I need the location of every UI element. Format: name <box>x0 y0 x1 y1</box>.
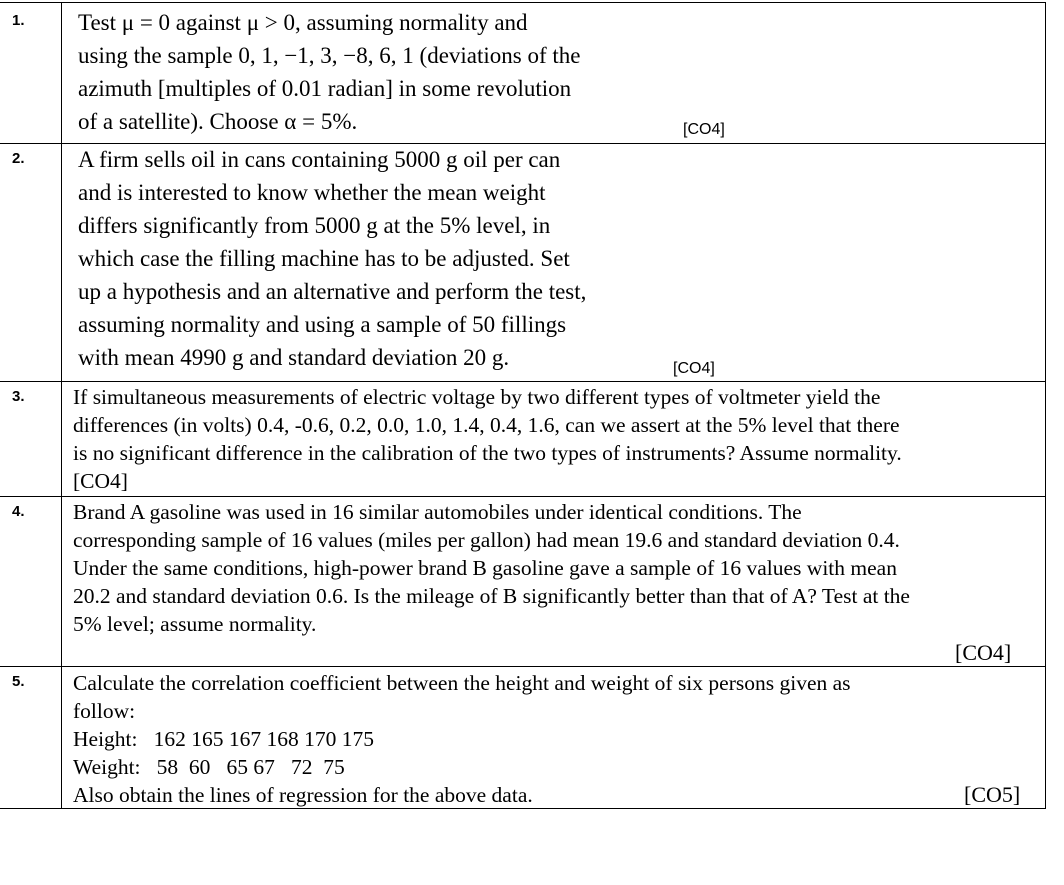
question-3-text <box>73 383 902 495</box>
question-line: is no significant difference in the calibration of the two types of instruments? Assume normality. <box>73 441 902 465</box>
question-line: with mean 4990 g and standard deviation 20 g. <box>78 345 510 370</box>
question-line: Brand A gasoline was used in 16 similar automobiles under identical conditions. The <box>73 500 802 524</box>
table-border-right <box>1045 2 1046 808</box>
question-1-text <box>78 6 581 138</box>
question-line: Under the same conditions, high-power brand B gasoline gave a sample of 16 values with mean <box>73 556 897 580</box>
number-column-divider <box>61 2 62 808</box>
weight-data-row <box>73 753 851 781</box>
question-line: azimuth [multiples of 0.01 radian] in some revolution <box>78 76 572 101</box>
question-2-text <box>78 143 586 374</box>
question-line: of a satellite). Choose α = 5%. <box>78 109 358 134</box>
question-line: follow: <box>73 699 136 723</box>
question-line: 20.2 and standard deviation 0.6. Is the mileage of B significantly better than that of A? Test at the <box>73 584 910 608</box>
question-line: Calculate the correlation coefficient between the height and weight of six persons given as <box>73 671 851 695</box>
question-number: 1. <box>12 12 25 29</box>
course-outcome-tag: [CO4] <box>683 121 725 138</box>
question-line: corresponding sample of 16 values (miles per gallon) had mean 19.6 and standard deviation 0.4. <box>73 528 900 552</box>
question-line: A firm sells oil in cans containing 5000 g oil per can <box>78 147 561 172</box>
weight-label: Weight: <box>73 755 141 779</box>
row-divider-2 <box>0 381 1046 382</box>
course-outcome-tag: [CO4] <box>955 640 1012 665</box>
question-line: assuming normality and using a sample of 50 fillings <box>78 312 567 337</box>
question-line: 5% level; assume normality. <box>73 612 317 636</box>
question-5-text <box>73 669 851 809</box>
height-data-row <box>73 725 851 753</box>
question-line: which case the filling machine has to be adjusted. Set <box>78 246 570 271</box>
weight-values: 58 60 65 67 72 75 <box>156 755 345 779</box>
question-line: Also obtain the lines of regression for the above data. <box>73 783 533 807</box>
question-line: using the sample 0, 1, −1, 3, −8, 6, 1 (deviations of the <box>78 43 581 68</box>
question-line: and is interested to know whether the mean weight <box>78 180 546 205</box>
question-number: 4. <box>12 503 25 520</box>
height-label: Height: <box>73 727 138 751</box>
question-line: Test μ = 0 against μ > 0, assuming normality and <box>78 10 528 35</box>
question-number: 3. <box>12 388 25 405</box>
question-line: [CO4] <box>73 469 128 493</box>
height-values: 162 165 167 168 170 175 <box>153 727 374 751</box>
question-line: up a hypothesis and an alternative and perform the test, <box>78 279 587 304</box>
question-line: differs significantly from 5000 g at the 5% level, in <box>78 213 551 238</box>
question-number: 2. <box>12 150 25 167</box>
course-outcome-tag: [CO4] <box>673 360 715 377</box>
table-border-top <box>0 2 1046 3</box>
question-4-text <box>73 498 910 638</box>
course-outcome-tag: [CO5] <box>964 782 1021 807</box>
question-number: 5. <box>12 673 25 690</box>
question-line: differences (in volts) 0.4, -0.6, 0.2, 0.0, 1.0, 1.4, 0.4, 1.6, can we assert at the 5% level that there <box>73 413 900 437</box>
row-divider-3 <box>0 496 1046 497</box>
question-line: If simultaneous measurements of electric voltage by two different types of voltmeter yield the <box>73 385 881 409</box>
row-divider-4 <box>0 666 1046 667</box>
